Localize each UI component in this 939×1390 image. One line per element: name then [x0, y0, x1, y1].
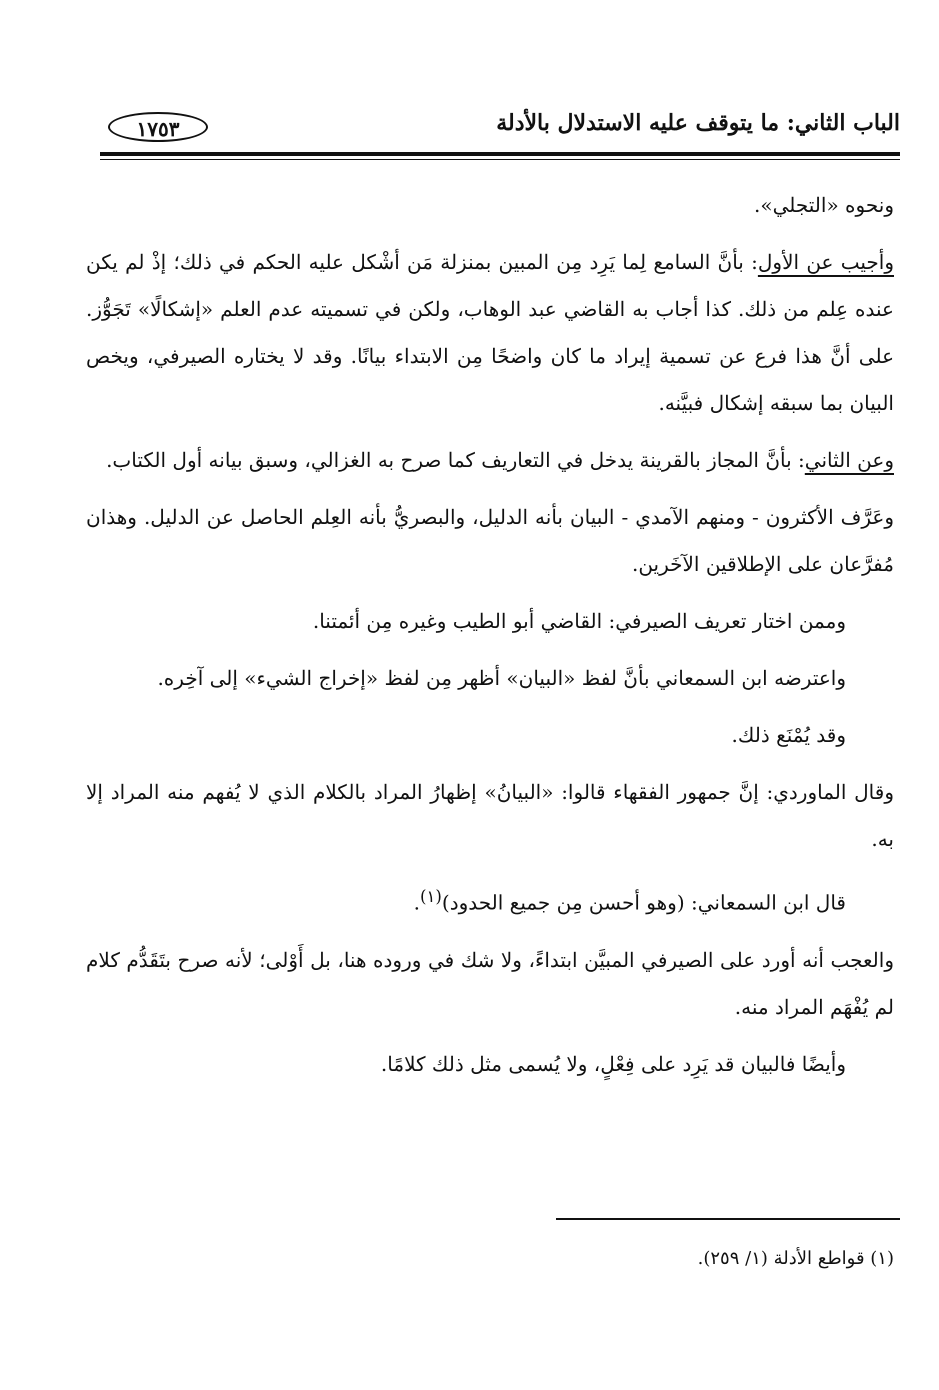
- running-title: الباب الثاني: ما يتوقف عليه الاستدلال بالأدلة: [496, 110, 900, 136]
- page-number: ١٧٥٣: [108, 112, 208, 142]
- footnote-marker[interactable]: (١): [419, 887, 442, 906]
- paragraph-11: وأيضًا فالبيان قد يَرِد على فِعْلٍ، ولا يُسمى مثل ذلك كلامًا.: [380, 1051, 846, 1076]
- paragraph-3: وعن الثاني: بأنَّ المجاز بالقرينة يدخل في التعاريف كما صرح به الغزالي، وسبق بيانه أول الكتاب.: [106, 448, 894, 472]
- paragraph-2-lead: وأجيب عن الأول: [757, 250, 894, 274]
- header-rule-thin: [100, 159, 900, 160]
- paragraph-3-lead: وعن الثاني: [804, 448, 894, 472]
- footnote-1: (١) قواطع الأدلة (١/ ٢٥٩).: [697, 1248, 894, 1269]
- paragraph-7: وقد يُمْنَع ذلك.: [731, 723, 846, 747]
- paragraph-8: وقال الماوردي: إنَّ جمهور الفقهاء قالوا: «البيانُ» إظهارُ المراد بالكلام الذي لا يُفهم منه المراد إلا به.: [86, 780, 894, 851]
- paragraph-10: والعجب أنه أورد على الصيرفي المبيَّن ابتداءً، ولا شك في وروده هنا، بل أَوْلى؛ لأنه صرح بتَقَدُّم كلام لم يُفْهَم المراد منه.: [86, 947, 894, 1019]
- paragraph-5: وممن اختار تعريف الصيرفي: القاضي أبو الطيب وغيره مِن أئمتنا.: [312, 609, 846, 633]
- page-header: [100, 106, 900, 150]
- footnote-separator: [556, 1218, 900, 1220]
- header-rule-thick: [100, 152, 900, 156]
- paragraph-6: واعترضه ابن السمعاني بأنَّ لفظ «البيان» أظهر مِن لفظ «إخراج الشيء» إلى آخِره.: [157, 666, 846, 690]
- paragraph-4: وعَرَّف الأكثرون - ومنهم الآمدي - البيان بأنه الدليل، والبصريُّ بأنه العِلم الحاصل عن الدليل. وهذان مُفرَّعان على الإطلاقين الآخَرين.: [86, 505, 894, 576]
- paragraph-1: ونحوه «التجلي».: [753, 193, 894, 217]
- paragraph-2: وأجيب عن الأول: بأنَّ السامع لِما يَرِد مِن المبين بمنزلة مَن أشْكل عليه الحكم في ذلك؛ إذْ لم يكن عنده عِلم من ذلك. كذا أجاب به القاضي عبد الوهاب، ولكن في تسميته عدم العلم «إشكالًا» تَجَوُّز. على أنَّ هذا فرع عن تسمية إيراد ما كان واضحًا مِن الابتداء بيانًا. وقد لا يختاره الصيرفي، ويخص البيان بما سبقه إشكال فبيَّنه.: [86, 250, 894, 415]
- body-text: [86, 182, 894, 1098]
- paragraph-9: قال ابن السمعاني: (وهو أحسن مِن جميع الحدود)$^{(١)}$.: [413, 887, 846, 915]
